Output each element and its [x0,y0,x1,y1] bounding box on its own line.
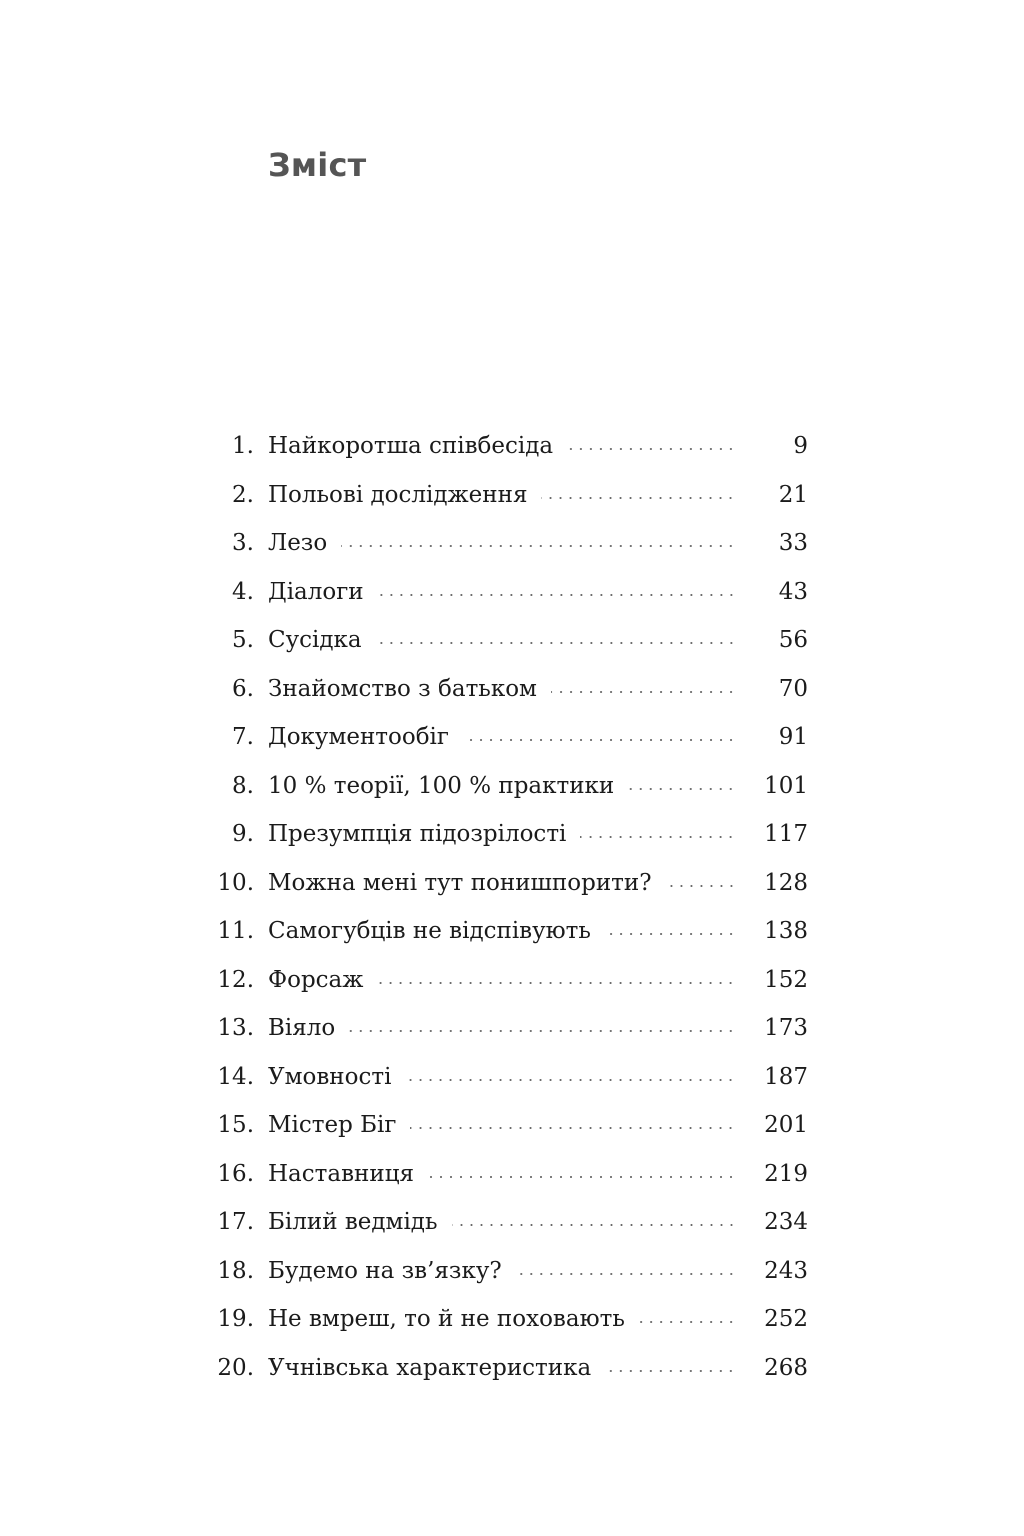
chapter-title: Діалоги [268,578,364,605]
toc-entry[interactable] [0,1101,1024,1150]
dot-leader [410,1127,736,1129]
chapter-line [268,1150,736,1198]
page-number: 173 [764,1015,808,1041]
chapter-number: 7. [232,724,254,750]
toc-entry[interactable] [0,665,1024,714]
chapter-number: 11. [217,918,254,944]
toc-entry[interactable] [0,1004,1024,1053]
toc-entry[interactable] [0,471,1024,520]
dot-leader [541,497,736,499]
chapter-number: 9. [232,821,254,847]
chapter-line [268,665,736,713]
chapter-line [268,568,736,616]
chapter-number: 14. [217,1063,254,1090]
chapter-title: Містер Біг [268,1112,397,1138]
chapter-number: 4. [232,578,254,605]
toc-entry[interactable] [0,1295,1024,1344]
toc-entry[interactable] [0,859,1024,908]
chapter-line [268,1344,736,1392]
chapter-number: 20. [217,1354,254,1381]
chapter-number: 12. [217,966,254,993]
chapter-line [268,859,736,907]
chapter-title: Не вмреш, то й не поховають [268,1306,625,1332]
chapter-line [268,519,736,567]
chapter-line [268,1004,736,1052]
dot-leader [551,691,736,693]
chapter-number: 13. [217,1015,254,1041]
chapter-title: Учнівська характеристика [268,1354,592,1381]
chapter-title: Будемо на зв’язку? [268,1257,502,1284]
chapter-number: 8. [232,772,254,799]
page-number: 21 [778,481,808,508]
toc-entry[interactable] [0,810,1024,859]
dot-leader [516,1273,736,1275]
page-number: 268 [764,1354,808,1381]
page-number: 187 [764,1063,808,1090]
toc-entry[interactable] [0,1053,1024,1102]
dot-leader [376,642,736,644]
chapter-line [268,956,736,1004]
page-number: 56 [778,627,808,653]
chapter-title: Лезо [268,530,328,556]
page-number: 252 [764,1306,808,1332]
page-number: 9 [793,433,808,459]
toc-entry[interactable] [0,1247,1024,1296]
page-number: 43 [778,578,808,605]
chapter-number: 2. [232,481,254,508]
dot-leader [378,594,736,596]
page-title: Зміст [268,146,367,184]
toc-entry[interactable] [0,907,1024,956]
dot-leader [428,1176,736,1178]
dot-leader [567,448,736,450]
chapter-line [268,616,736,664]
toc-entry[interactable] [0,568,1024,617]
dot-leader [628,788,736,790]
chapter-title: Наставниця [268,1160,414,1187]
page-number: 138 [764,918,808,944]
page-number: 243 [764,1257,808,1284]
chapter-title: Віяло [268,1015,336,1041]
chapter-line [268,471,736,519]
toc-entry[interactable] [0,713,1024,762]
chapter-title: Знайомство з батьком [268,675,537,702]
page-number: 33 [778,530,808,556]
dot-leader [452,1224,737,1226]
chapter-title: Умовності [268,1063,392,1090]
dot-leader [580,836,736,838]
chapter-line [268,1247,736,1295]
chapter-number: 5. [232,627,254,653]
chapter-number: 6. [232,675,254,702]
chapter-number: 1. [232,433,254,459]
dot-leader [639,1321,736,1323]
dot-leader [666,885,736,887]
toc-entry[interactable] [0,956,1024,1005]
chapter-line [268,1295,736,1343]
chapter-title: Білий ведмідь [268,1209,438,1235]
chapter-line [268,810,736,858]
toc-entry[interactable] [0,1150,1024,1199]
chapter-number: 18. [217,1257,254,1284]
chapter-title: 10 % теорії, 100 % практики [268,772,615,799]
chapter-line [268,1053,736,1101]
page-number: 219 [764,1160,808,1187]
page-number: 91 [778,724,808,750]
chapter-title: Можна мені тут понишпорити? [268,869,652,896]
chapter-line [268,422,736,470]
dot-leader [405,1079,736,1081]
table-of-contents [0,422,1024,1392]
chapter-line [268,762,736,810]
toc-entry[interactable] [0,519,1024,568]
chapter-title: Польові дослідження [268,481,528,508]
chapter-line [268,1101,736,1149]
chapter-line [268,713,736,761]
chapter-number: 10. [217,869,254,896]
dot-leader [605,1370,736,1372]
chapter-number: 3. [232,530,254,556]
toc-entry[interactable] [0,616,1024,665]
chapter-number: 15. [217,1112,254,1138]
page-number: 152 [764,966,808,993]
page-number: 117 [764,821,808,847]
dot-leader [341,545,736,547]
page-number: 234 [764,1209,808,1235]
chapter-number: 19. [217,1306,254,1332]
chapter-title: Презумпція підозрілості [268,821,567,847]
page-number: 70 [778,675,808,702]
toc-entry[interactable] [0,762,1024,811]
toc-entry[interactable] [0,1344,1024,1393]
dot-leader [377,982,736,984]
dot-leader [463,739,736,741]
toc-entry[interactable] [0,1198,1024,1247]
page-number: 201 [764,1112,808,1138]
page-number: 101 [764,772,808,799]
toc-entry[interactable] [0,422,1024,471]
chapter-line [268,1198,736,1246]
dot-leader [349,1030,736,1032]
chapter-number: 17. [217,1209,254,1235]
chapter-number: 16. [217,1160,254,1187]
chapter-title: Форсаж [268,966,364,993]
page-number: 128 [764,869,808,896]
chapter-title: Найкоротша співбесіда [268,433,554,459]
dot-leader [605,933,736,935]
chapter-line [268,907,736,955]
chapter-title: Сусідка [268,627,362,653]
chapter-title: Самогубців не відспівують [268,918,591,944]
chapter-title: Документообіг [268,724,449,750]
